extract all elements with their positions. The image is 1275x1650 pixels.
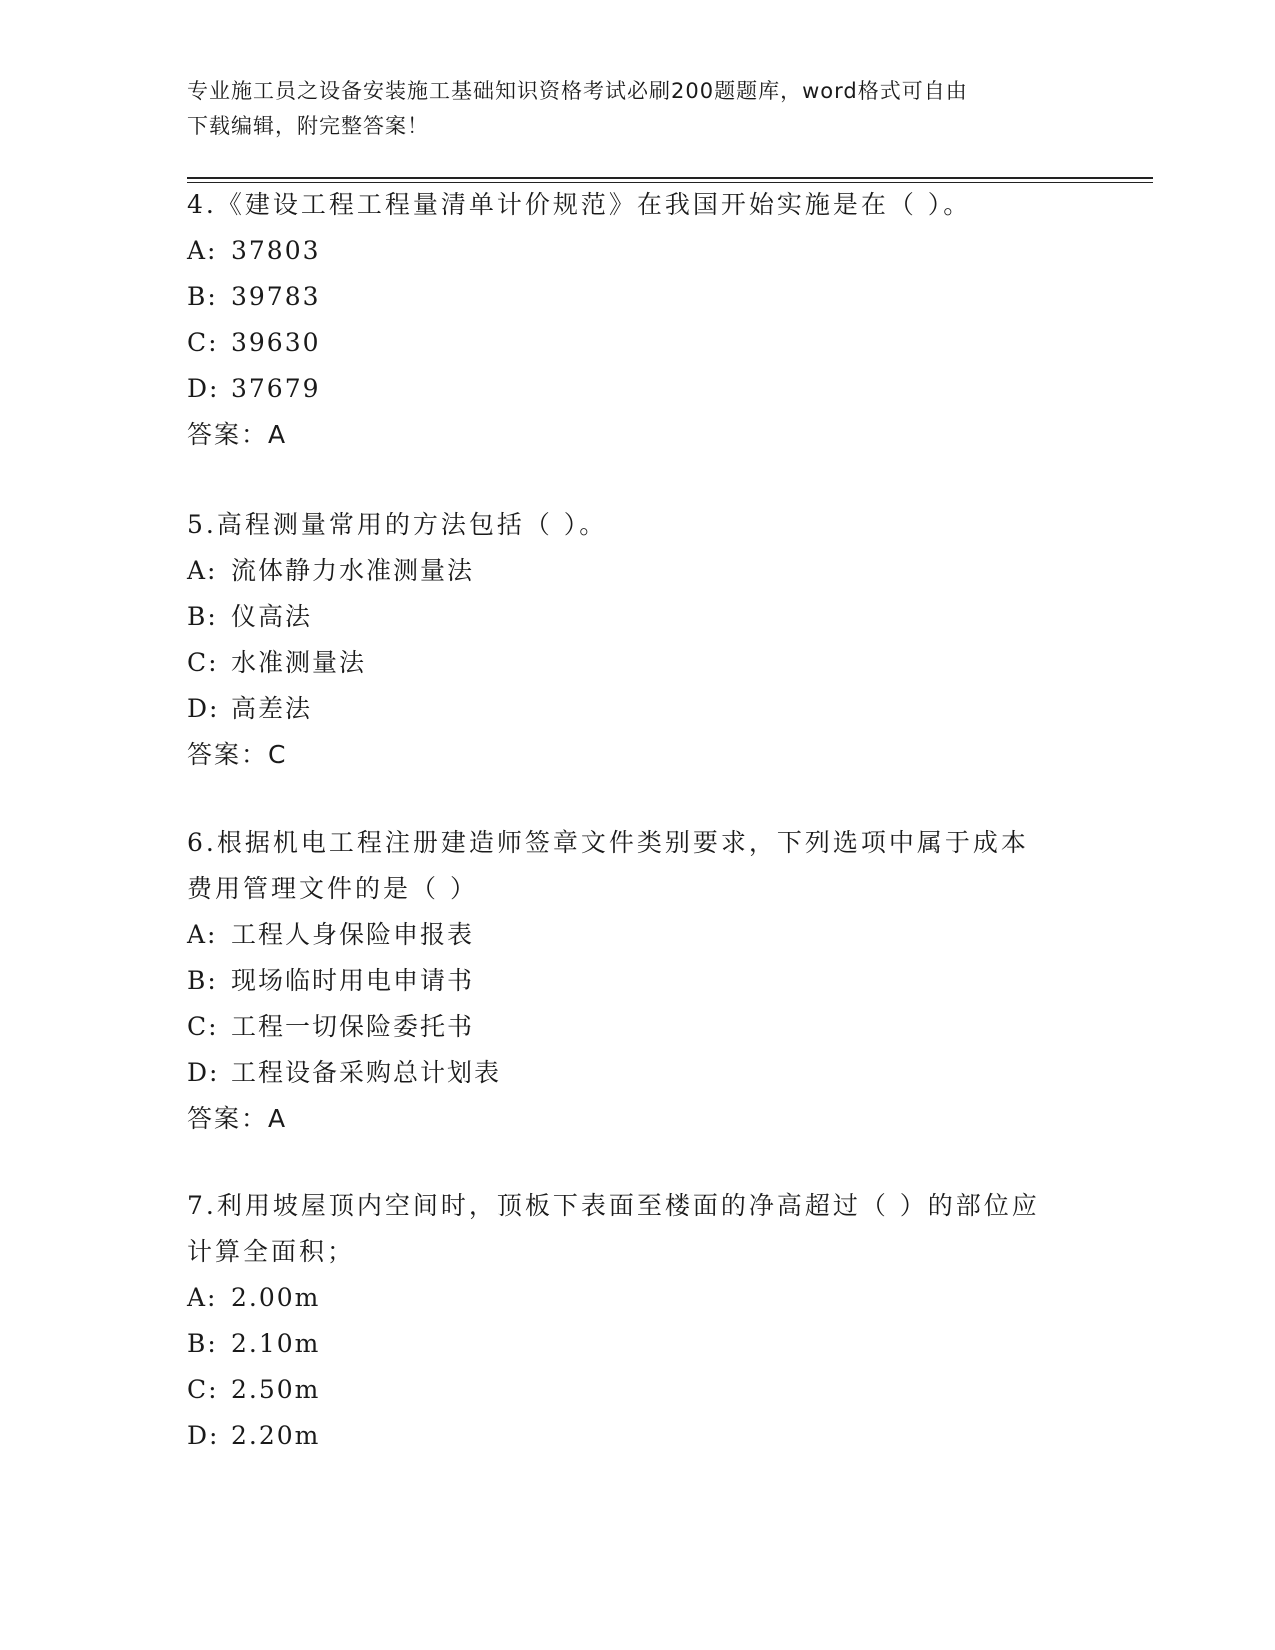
- question-stem-line-2: 计算全面积；: [187, 1237, 356, 1266]
- option-letter: D:: [187, 1421, 220, 1450]
- option-letter: D:: [187, 694, 220, 723]
- option-text: 37803: [231, 236, 321, 265]
- option-c: [187, 1367, 1067, 1413]
- answer-line: 答案：A: [187, 420, 288, 449]
- option-text: 仪高法: [231, 602, 313, 631]
- option-letter: A:: [187, 236, 218, 265]
- option-text: 工程设备采购总计划表: [231, 1058, 502, 1087]
- option-text: 高差法: [231, 694, 313, 723]
- option-letter: D:: [187, 374, 220, 403]
- option-text: 2.50m: [231, 1375, 321, 1404]
- question-stem-line-2: 费用管理文件的是（ ）: [187, 874, 478, 903]
- option-letter: A:: [187, 556, 218, 585]
- document-header: [187, 74, 1067, 144]
- option-a: [187, 912, 1067, 958]
- option-d: [187, 686, 1067, 732]
- option-letter: A:: [187, 920, 218, 949]
- option-letter: B:: [187, 966, 218, 995]
- option-c: [187, 640, 1067, 686]
- option-b: [187, 1321, 1067, 1367]
- option-text: 2.10m: [231, 1329, 321, 1358]
- option-d: [187, 366, 1067, 412]
- option-d: [187, 1413, 1067, 1459]
- question-5: [187, 502, 1067, 778]
- option-letter: B:: [187, 1329, 218, 1358]
- header-divider-thick: [187, 177, 1153, 179]
- option-text: 流体静力水准测量法: [231, 556, 475, 585]
- option-b: [187, 594, 1067, 640]
- header-line-1: 专业施工员之设备安装施工基础知识资格考试必刷200题题库，word格式可自由: [187, 79, 968, 103]
- question-stem: 5.高程测量常用的方法包括（ ）。: [187, 510, 608, 539]
- question-stem-line-1: 7.利用坡屋顶内空间时，顶板下表面至楼面的净高超过（ ）的部位应: [187, 1191, 1040, 1220]
- option-text: 39783: [231, 282, 321, 311]
- question-4: [187, 182, 1067, 458]
- option-c: [187, 1004, 1067, 1050]
- option-b: [187, 958, 1067, 1004]
- option-a: [187, 228, 1067, 274]
- option-a: [187, 1275, 1067, 1321]
- option-letter: C:: [187, 328, 219, 357]
- option-text: 39630: [231, 328, 321, 357]
- option-text: 37679: [231, 374, 321, 403]
- header-line-2: 下载编辑，附完整答案！: [187, 114, 429, 138]
- question-stem-line-1: 6.根据机电工程注册建造师签章文件类别要求，下列选项中属于成本: [187, 828, 1029, 857]
- option-b: [187, 274, 1067, 320]
- option-text: 工程一切保险委托书: [231, 1012, 475, 1041]
- question-7: [187, 1183, 1067, 1459]
- answer-line: 答案：C: [187, 740, 288, 769]
- option-d: [187, 1050, 1067, 1096]
- option-letter: B:: [187, 602, 218, 631]
- option-text: 2.00m: [231, 1283, 321, 1312]
- answer-line: 答案：A: [187, 1104, 288, 1133]
- option-letter: D:: [187, 1058, 220, 1087]
- option-text: 水准测量法: [231, 648, 367, 677]
- option-letter: C:: [187, 648, 219, 677]
- question-6: [187, 820, 1067, 1142]
- option-text: 现场临时用电申请书: [231, 966, 475, 995]
- option-letter: A:: [187, 1283, 218, 1312]
- option-letter: B:: [187, 282, 218, 311]
- option-a: [187, 548, 1067, 594]
- option-c: [187, 320, 1067, 366]
- option-text: 2.20m: [231, 1421, 321, 1450]
- question-stem: 4.《建设工程工程量清单计价规范》在我国开始实施是在（ ）。: [187, 190, 972, 219]
- option-letter: C:: [187, 1012, 219, 1041]
- option-letter: C:: [187, 1375, 219, 1404]
- option-text: 工程人身保险申报表: [231, 920, 475, 949]
